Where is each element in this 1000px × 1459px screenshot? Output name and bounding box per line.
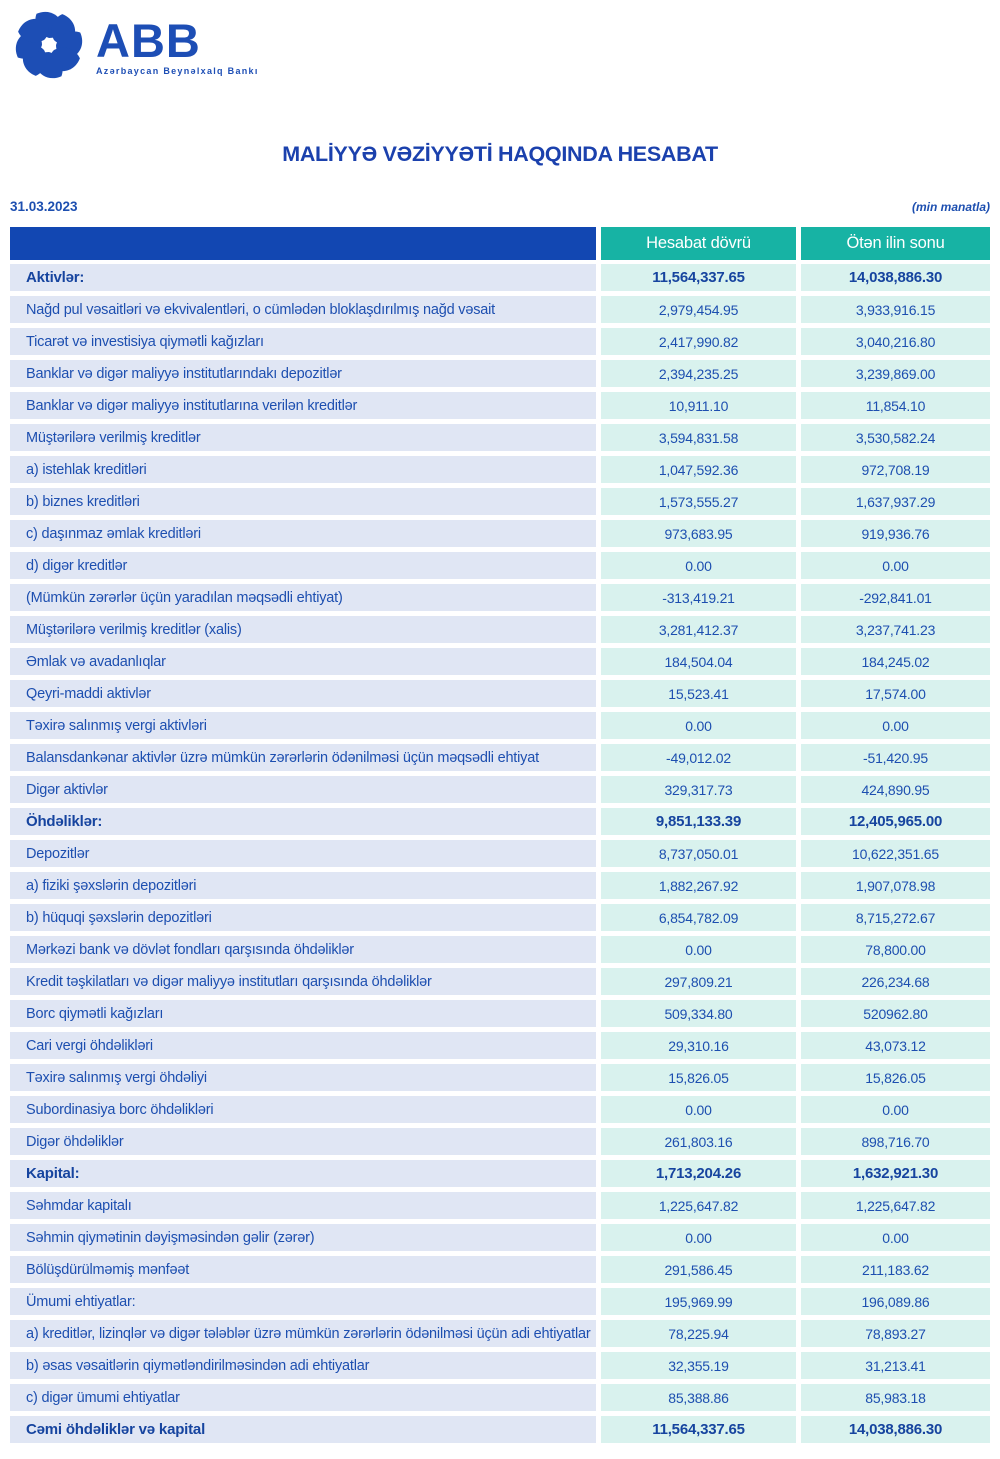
- row-value-previous: 78,800.00: [801, 936, 990, 963]
- row-label: Kapital:: [10, 1160, 596, 1187]
- table-row: [10, 776, 990, 803]
- table-row: [10, 1224, 990, 1251]
- report-date: 31.03.2023: [10, 199, 78, 214]
- header-empty-cell: [10, 227, 596, 260]
- row-value-current: 297,809.21: [601, 968, 796, 995]
- row-value-previous: 898,716.70: [801, 1128, 990, 1155]
- logo-wordmark: ABB: [96, 14, 201, 67]
- table-row: [10, 456, 990, 483]
- row-label: (Mümkün zərərlər üçün yaradılan məqsədli ehtiyat): [10, 584, 596, 611]
- logo-text: [96, 6, 259, 76]
- table-row: [10, 712, 990, 739]
- row-value-current: 184,504.04: [601, 648, 796, 675]
- row-label: Qeyri-maddi aktivlər: [10, 680, 596, 707]
- row-value-previous: 0.00: [801, 1096, 990, 1123]
- row-value-previous: 1,637,937.29: [801, 488, 990, 515]
- table-row: [10, 968, 990, 995]
- table-body: [10, 264, 990, 1443]
- table-row: [10, 1384, 990, 1411]
- table-row: [10, 680, 990, 707]
- table-row: [10, 1320, 990, 1347]
- table-row: [10, 872, 990, 899]
- unit-note: (min manatla): [911, 200, 990, 214]
- header-current-period: Hesabat dövrü: [601, 227, 796, 260]
- row-value-previous: 0.00: [801, 552, 990, 579]
- row-value-current: 1,225,647.82: [601, 1192, 796, 1219]
- row-value-current: 2,394,235.25: [601, 360, 796, 387]
- table-row: [10, 1192, 990, 1219]
- abb-rosette-icon: [10, 6, 88, 84]
- table-row: [10, 1096, 990, 1123]
- row-value-previous: 211,183.62: [801, 1256, 990, 1283]
- row-label: Cari vergi öhdəlikləri: [10, 1032, 596, 1059]
- table-row: [10, 936, 990, 963]
- row-label: Banklar və digər maliyyə institutlarındakı depozitlər: [10, 360, 596, 387]
- table-row: [10, 1000, 990, 1027]
- row-label: Ticarət və investisiya qiymətli kağızları: [10, 328, 596, 355]
- row-value-previous: 3,933,916.15: [801, 296, 990, 323]
- row-value-previous: 1,632,921.30: [801, 1160, 990, 1187]
- table-row: [10, 488, 990, 515]
- row-label: a) kreditlər, lizinqlər və digər tələblər üzrə mümkün zərərlərin ödənilməsi üçün adi ehtiyatlar: [10, 1320, 596, 1347]
- row-value-previous: 184,245.02: [801, 648, 990, 675]
- table-row: [10, 840, 990, 867]
- row-value-previous: 3,040,216.80: [801, 328, 990, 355]
- row-label: a) istehlak kreditləri: [10, 456, 596, 483]
- row-label: a) fiziki şəxslərin depozitləri: [10, 872, 596, 899]
- row-label: Borc qiymətli kağızları: [10, 1000, 596, 1027]
- row-label: Bölüşdürülməmiş mənfəət: [10, 1256, 596, 1283]
- row-value-current: 10,911.10: [601, 392, 796, 419]
- row-value-previous: 0.00: [801, 712, 990, 739]
- row-value-current: 32,355.19: [601, 1352, 796, 1379]
- row-value-current: 3,594,831.58: [601, 424, 796, 451]
- row-value-previous: 8,715,272.67: [801, 904, 990, 931]
- row-value-current: 85,388.86: [601, 1384, 796, 1411]
- page-title: MALİYYƏ VƏZİYYƏTİ HAQQINDA HESABAT: [282, 142, 718, 166]
- row-value-previous: 10,622,351.65: [801, 840, 990, 867]
- row-label: Mərkəzi bank və dövlət fondları qarşısında öhdəliklər: [10, 936, 596, 963]
- row-value-previous: 226,234.68: [801, 968, 990, 995]
- row-value-current: -49,012.02: [601, 744, 796, 771]
- row-value-current: 29,310.16: [601, 1032, 796, 1059]
- row-value-current: 261,803.16: [601, 1128, 796, 1155]
- table-row: [10, 328, 990, 355]
- row-value-current: 2,417,990.82: [601, 328, 796, 355]
- row-label: Təxirə salınmış vergi aktivləri: [10, 712, 596, 739]
- row-value-previous: 17,574.00: [801, 680, 990, 707]
- row-value-current: 0.00: [601, 936, 796, 963]
- row-value-previous: 919,936.76: [801, 520, 990, 547]
- row-value-current: 509,334.80: [601, 1000, 796, 1027]
- table-row: [10, 360, 990, 387]
- table-row: [10, 744, 990, 771]
- table-row: [10, 1256, 990, 1283]
- row-label: Ümumi ehtiyatlar:: [10, 1288, 596, 1315]
- table-row: [10, 1032, 990, 1059]
- table-row: [10, 1288, 990, 1315]
- row-value-current: -313,419.21: [601, 584, 796, 611]
- row-value-previous: 43,073.12: [801, 1032, 990, 1059]
- table-row: [10, 392, 990, 419]
- logo-tagline: Azərbaycan Beynəlxalq Bankı: [96, 65, 259, 76]
- row-value-current: 0.00: [601, 1096, 796, 1123]
- row-label: c) digər ümumi ehtiyatlar: [10, 1384, 596, 1411]
- row-value-current: 15,826.05: [601, 1064, 796, 1091]
- row-value-current: 1,713,204.26: [601, 1160, 796, 1187]
- row-value-previous: 15,826.05: [801, 1064, 990, 1091]
- row-value-current: 329,317.73: [601, 776, 796, 803]
- meta-row: [10, 199, 990, 214]
- row-value-current: 1,047,592.36: [601, 456, 796, 483]
- row-label: b) əsas vəsaitlərin qiymətləndirilməsindən adi ehtiyatlar: [10, 1352, 596, 1379]
- row-label: Müştərilərə verilmiş kreditlər: [10, 424, 596, 451]
- row-label: Nağd pul vəsaitləri və ekvivalentləri, o cümlədən bloklaşdırılmış nağd vəsait: [10, 296, 596, 323]
- row-value-previous: 3,239,869.00: [801, 360, 990, 387]
- row-label: Digər öhdəliklər: [10, 1128, 596, 1155]
- row-value-current: 78,225.94: [601, 1320, 796, 1347]
- table-row: [10, 1128, 990, 1155]
- table-row: [10, 520, 990, 547]
- table-row: [10, 1416, 990, 1443]
- table-header: [10, 227, 990, 260]
- row-value-previous: 424,890.95: [801, 776, 990, 803]
- row-value-previous: 196,089.86: [801, 1288, 990, 1315]
- row-label: Balansdankənar aktivlər üzrə mümkün zərərlərin ödənilməsi üçün məqsədli ehtiyat: [10, 744, 596, 771]
- row-label: Müştərilərə verilmiş kreditlər (xalis): [10, 616, 596, 643]
- table-row: [10, 904, 990, 931]
- row-label: Səhmin qiymətinin dəyişməsindən gəlir (zərər): [10, 1224, 596, 1251]
- row-label: Banklar və digər maliyyə institutlarına verilən kreditlər: [10, 392, 596, 419]
- row-value-current: 1,573,555.27: [601, 488, 796, 515]
- row-label: Digər aktivlər: [10, 776, 596, 803]
- row-value-current: 195,969.99: [601, 1288, 796, 1315]
- table-row: [10, 296, 990, 323]
- row-label: Əmlak və avadanlıqlar: [10, 648, 596, 675]
- row-label: Aktivlər:: [10, 264, 596, 291]
- table-row: [10, 616, 990, 643]
- row-value-previous: 0.00: [801, 1224, 990, 1251]
- row-label: Öhdəliklər:: [10, 808, 596, 835]
- row-value-previous: 85,983.18: [801, 1384, 990, 1411]
- row-label: c) daşınmaz əmlak kreditləri: [10, 520, 596, 547]
- row-value-current: 11,564,337.65: [601, 264, 796, 291]
- row-value-current: 973,683.95: [601, 520, 796, 547]
- row-value-previous: -51,420.95: [801, 744, 990, 771]
- row-label: d) digər kreditlər: [10, 552, 596, 579]
- row-value-current: 0.00: [601, 1224, 796, 1251]
- row-value-previous: 78,893.27: [801, 1320, 990, 1347]
- table-row: [10, 1352, 990, 1379]
- row-value-previous: 14,038,886.30: [801, 264, 990, 291]
- header-previous-period: Ötən ilin sonu: [801, 227, 990, 260]
- row-label: Depozitlər: [10, 840, 596, 867]
- row-value-previous: 12,405,965.00: [801, 808, 990, 835]
- table-row: [10, 264, 990, 291]
- row-value-previous: 520962.80: [801, 1000, 990, 1027]
- row-label: Səhmdar kapitalı: [10, 1192, 596, 1219]
- table-row: [10, 1064, 990, 1091]
- row-value-current: 8,737,050.01: [601, 840, 796, 867]
- row-value-previous: 3,530,582.24: [801, 424, 990, 451]
- table-row: [10, 648, 990, 675]
- row-value-current: 0.00: [601, 712, 796, 739]
- row-value-previous: 972,708.19: [801, 456, 990, 483]
- row-label: b) biznes kreditləri: [10, 488, 596, 515]
- row-value-current: 6,854,782.09: [601, 904, 796, 931]
- row-value-current: 291,586.45: [601, 1256, 796, 1283]
- row-value-previous: 14,038,886.30: [801, 1416, 990, 1443]
- row-label: Cəmi öhdəliklər və kapital: [10, 1416, 596, 1443]
- table-row: [10, 424, 990, 451]
- row-label: Subordinasiya borc öhdəlikləri: [10, 1096, 596, 1123]
- row-value-current: 1,882,267.92: [601, 872, 796, 899]
- row-label: b) hüquqi şəxslərin depozitləri: [10, 904, 596, 931]
- row-label: Kredit təşkilatları və digər maliyyə institutları qarşısında öhdəliklər: [10, 968, 596, 995]
- row-value-previous: 31,213.41: [801, 1352, 990, 1379]
- row-value-current: 11,564,337.65: [601, 1416, 796, 1443]
- table-row: [10, 1160, 990, 1187]
- table-row: [10, 808, 990, 835]
- row-value-previous: -292,841.01: [801, 584, 990, 611]
- table-row: [10, 552, 990, 579]
- row-value-current: 15,523.41: [601, 680, 796, 707]
- row-value-previous: 3,237,741.23: [801, 616, 990, 643]
- financial-table: [10, 227, 990, 1443]
- row-value-current: 2,979,454.95: [601, 296, 796, 323]
- row-value-previous: 1,225,647.82: [801, 1192, 990, 1219]
- bank-logo: [10, 6, 259, 84]
- row-value-previous: 1,907,078.98: [801, 872, 990, 899]
- row-value-current: 3,281,412.37: [601, 616, 796, 643]
- row-value-current: 9,851,133.39: [601, 808, 796, 835]
- row-label: Təxirə salınmış vergi öhdəliyi: [10, 1064, 596, 1091]
- table-row: [10, 584, 990, 611]
- row-value-previous: 11,854.10: [801, 392, 990, 419]
- row-value-current: 0.00: [601, 552, 796, 579]
